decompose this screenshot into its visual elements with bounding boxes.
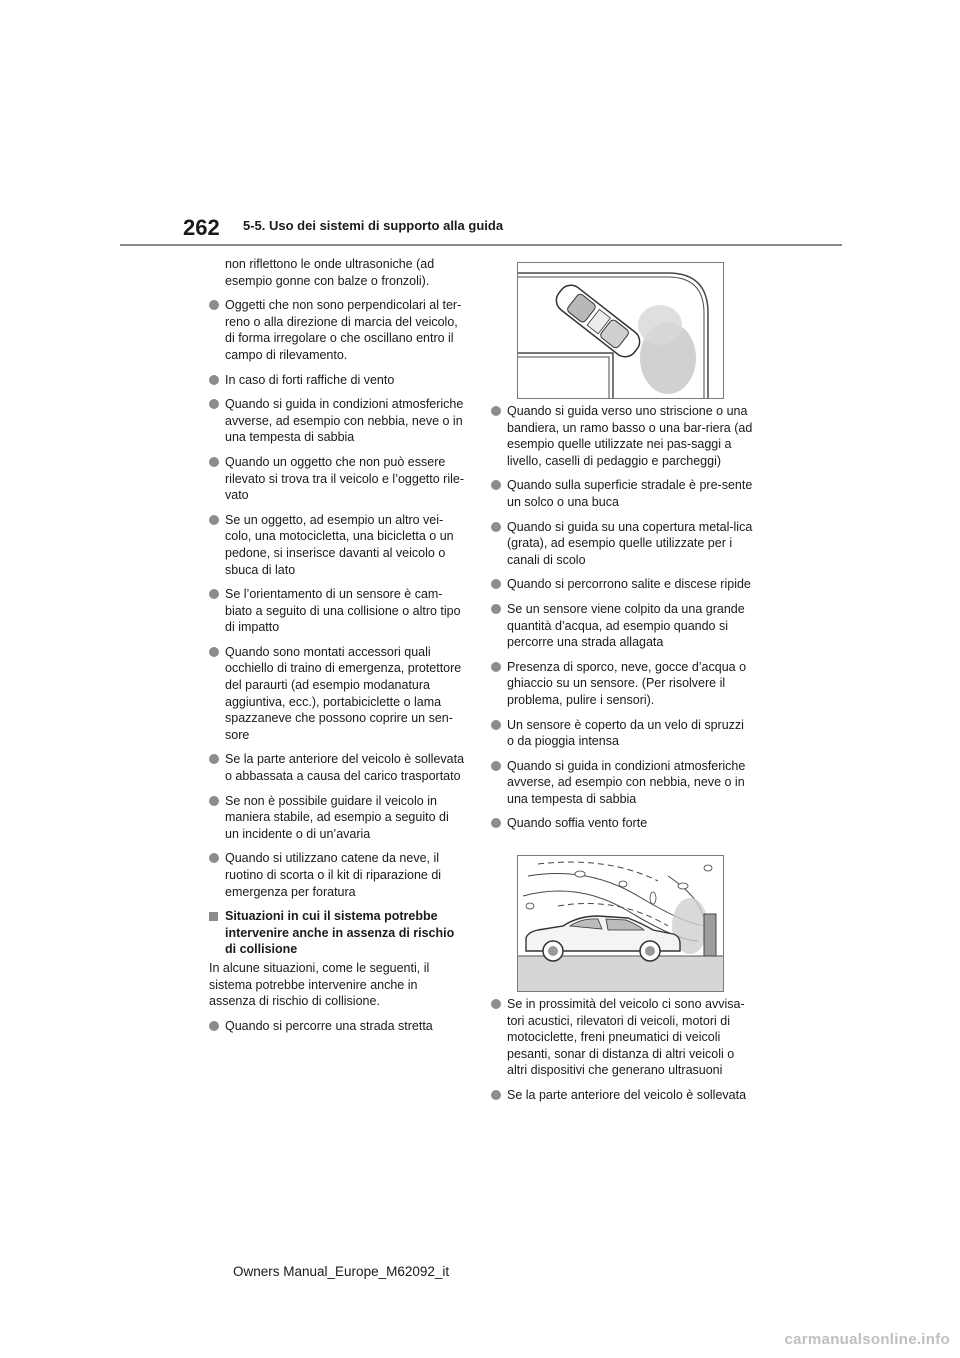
bullet-icon [491, 522, 501, 532]
bullet-icon [491, 662, 501, 672]
bullet-icon [209, 853, 219, 863]
strong-wind-drawing [518, 856, 723, 991]
list-item: Se non è possibile guidare il veicolo in maniera stabile, ad esempio a seguito di un incidente o di un’avaria [209, 793, 465, 843]
bullet-icon [491, 1090, 501, 1100]
list-item: Presenza di sporco, neve, gocce d’acqua o ghiaccio su un sensore. (Per risolvere il problema, pulire i sensori). [491, 659, 753, 709]
header-rule [120, 244, 842, 246]
bullet-icon [209, 754, 219, 764]
bullet-icon [209, 457, 219, 467]
bullet-icon [209, 589, 219, 599]
bullet-icon [491, 761, 501, 771]
list-item: Se un oggetto, ad esempio un altro vei-colo, una motocicletta, una bicicletta o un pedone, si inserisce davanti al veicolo o sbuca di lato [209, 512, 465, 578]
narrow-road-drawing [518, 263, 723, 398]
list-item: Quando si guida in condizioni atmosferiche avverse, ad esempio con nebbia, neve o in una tempesta di sabbia [491, 758, 753, 808]
list-item: Quando si guida verso uno striscione o una bandiera, un ramo basso o una bar-riera (ad esempio quelle utilizzate nei pas-saggi a livello, caselli di pedaggio e parcheggi) [491, 403, 753, 469]
bullet-icon [209, 796, 219, 806]
bullet-icon [209, 1021, 219, 1031]
subheading: Situazioni in cui il sistema potrebbe intervenire anche in assenza di rischio di collisione [209, 908, 465, 958]
bullet-icon [491, 720, 501, 730]
footer-text: Owners Manual_Europe_M62092_it [233, 1264, 450, 1279]
bullet-icon [491, 480, 501, 490]
section-title: 5-5. Uso dei sistemi di supporto alla guida [243, 218, 504, 233]
list-item: Quando soffia vento forte [491, 815, 753, 832]
list-item: In caso di forti raffiche di vento [209, 372, 465, 389]
list-item: Se in prossimità del veicolo ci sono avvisa-tori acustici, rilevatori di veicoli, motori di motociclette, freni pneumatici di veicoli pesanti, sonar di distanza di altri veicoli o altri dispositivi che generano ultrasuoni [491, 996, 753, 1079]
bullet-icon [209, 375, 219, 385]
list-item: Quando sono montati accessori quali occhiello di traino di emergenza, protettore del paraurti (ad esempio modanatura aggiuntiva, ecc.), portabiciclette o lama spazzaneve che possono coprire un sen-sore [209, 644, 465, 744]
intro-paragraph: In alcune situazioni, come le seguenti, il sistema potrebbe intervenire anche in assenza di rischio di collisione. [209, 960, 430, 1009]
bullet-icon [491, 579, 501, 589]
bullet-icon [491, 999, 501, 1009]
list-item: Quando si guida su una copertura metal-lica (grata), ad esempio quelle utilizzate per i canali di scolo [491, 519, 753, 569]
bullet-icon [491, 406, 501, 416]
list-item: Se un sensore viene colpito da una grande quantità d’acqua, ad esempio quando si percorre una strada allagata [491, 601, 753, 651]
list-item: Quando si utilizzano catene da neve, il ruotino di scorta o il kit di riparazione di emergenza per foratura [209, 850, 465, 900]
right-column [491, 403, 753, 840]
list-item: Se l’orientamento di un sensore è cam-biato a seguito di una collisione o altro tipo di impatto [209, 586, 465, 636]
bullet-icon [491, 604, 501, 614]
page-number: 262 [183, 215, 220, 240]
continued-text: non riflettono le onde ultrasoniche (ad esempio gonne con balze o fronzoli). [225, 257, 435, 288]
list-item: Quando un oggetto che non può essere rilevato si trova tra il veicolo e l’oggetto rile-vato [209, 454, 465, 504]
strong-wind-illustration [517, 855, 724, 992]
right-column-lower [491, 996, 753, 1112]
left-column [209, 256, 465, 1042]
bullet-icon [491, 818, 501, 828]
square-bullet-icon [209, 912, 218, 921]
narrow-road-illustration [517, 262, 724, 399]
bullet-icon [209, 515, 219, 525]
list-item: Se la parte anteriore del veicolo è sollevata [491, 1087, 753, 1104]
list-item: Un sensore è coperto da un velo di spruzzi o da pioggia intensa [491, 717, 753, 750]
list-item: Quando si percorre una strada stretta [209, 1018, 465, 1035]
list-item: Oggetti che non sono perpendicolari al ter-reno o alla direzione di marcia del veicolo, di forma irregolare o che oscillano entro il campo di rilevamento. [209, 297, 465, 363]
list-item: Quando si percorrono salite e discese ripide [491, 576, 753, 593]
watermark: carmanualsonline.info [784, 1331, 950, 1348]
list-item: Se la parte anteriore del veicolo è sollevata o abbassata a causa del carico trasportato [209, 751, 465, 784]
bullet-icon [209, 300, 219, 310]
list-item: Quando si guida in condizioni atmosferiche avverse, ad esempio con nebbia, neve o in una tempesta di sabbia [209, 396, 465, 446]
bullet-icon [209, 647, 219, 657]
bullet-icon [209, 399, 219, 409]
list-item: Quando sulla superficie stradale è pre-sente un solco o una buca [491, 477, 753, 510]
